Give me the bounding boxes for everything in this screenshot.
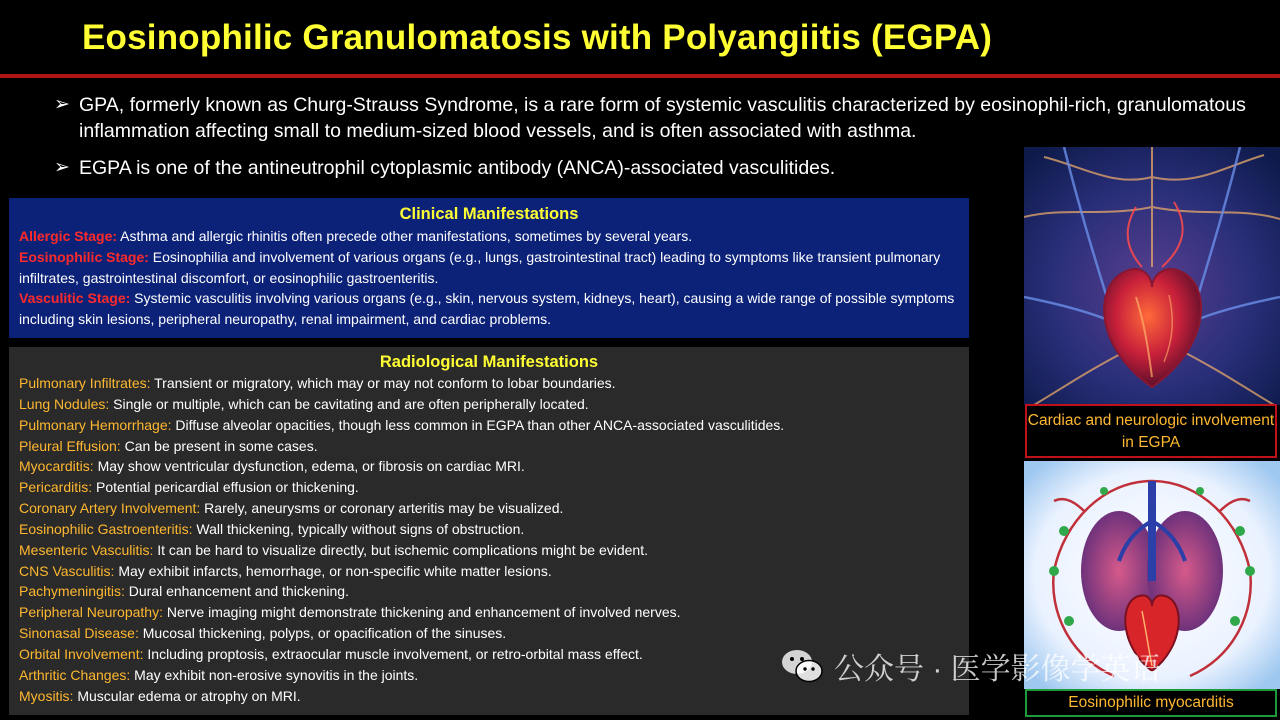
arrow-bullet-icon: ➢ [54,157,70,178]
term: Coronary Artery Involvement: [19,500,201,517]
description: Muscular edema or atrophy on MRI. [73,687,301,704]
list-item [19,623,959,644]
description: Wall thickening, typically without signs of obstruction. [192,520,525,537]
term: Pericarditis: [19,479,93,496]
description: Rarely, aneurysms or coronary arteritis may be visualized. [200,500,564,517]
stage-text: Asthma and allergic rhinitis often precede other manifestations, sometimes by several years. [117,228,693,244]
list-item [19,498,959,519]
list-item [19,519,959,540]
list-item [19,394,959,415]
description: May show ventricular dysfunction, edema, or fibrosis on cardiac MRI. [93,458,525,475]
wechat-icon [780,647,824,685]
list-item [19,540,959,561]
term: Arthritic Changes: [19,666,131,683]
list-item [19,415,959,436]
description: Can be present in some cases. [120,437,318,454]
term: CNS Vasculitis: [19,562,115,579]
clinical-manifestations-box [9,198,969,338]
list-item [19,373,959,394]
title-divider [0,74,1280,78]
term: Pulmonary Infiltrates: [19,375,151,391]
list-item [19,477,959,498]
list-item [19,456,959,477]
list-item [19,602,959,623]
list-item [19,561,959,582]
arrow-bullet-icon: ➢ [54,94,70,115]
description: Potential pericardial effusion or thickening. [92,479,359,496]
description: Transient or migratory, which may or may not conform to lobar boundaries. [150,375,616,391]
description: May exhibit infarcts, hemorrhage, or non-specific white matter lesions. [114,562,552,579]
heart-illustration [1024,147,1280,405]
caption-cardiac-neurologic: Cardiac and neurologic involvement in EGPA [1025,404,1277,458]
term: Peripheral Neuropathy: [19,604,163,621]
description: Including proptosis, extraocular muscle involvement, or retro-orbital mass effect. [143,645,643,662]
stage-name: Vasculitic Stage: [19,290,131,307]
description: Dural enhancement and thickening. [124,583,349,600]
bullet-text: EGPA is one of the antineutrophil cytoplasmic antibody (ANCA)-associated vasculitides. [79,157,836,179]
list-item [19,436,959,457]
stage-text: Eosinophilia and involvement of various organs (e.g., lungs, gastrointestinal tract) leading to symptoms like transient pulmonary infiltrates, gastrointestinal discomfort, or eosinophilic gastroenteritis. [19,248,941,286]
description: Single or multiple, which can be cavitating and are often peripherally located. [109,395,589,412]
term: Pachymeningitis: [19,583,125,600]
term: Lung Nodules: [19,395,110,412]
radiological-heading: Radiological Manifestations [379,353,599,371]
term: Sinonasal Disease: [19,625,139,642]
description: Nerve imaging might demonstrate thickening and enhancement of involved nerves. [162,604,681,621]
heart-illustration-svg [1024,147,1280,405]
term: Mesenteric Vasculitis: [19,541,154,558]
watermark [780,646,1161,686]
term: Myositis: [19,687,74,704]
stage-item [19,226,959,247]
description: May exhibit non-erosive synovitis in the joints. [130,666,419,683]
stage-name: Eosinophilic Stage: [19,248,149,265]
watermark-text: 公众号 · 医学影像学英语 [834,653,1161,686]
term: Pulmonary Hemorrhage: [19,416,172,433]
stage-item [19,247,959,289]
stage-text: Systemic vasculitis involving various organs (e.g., skin, nervous system, kidneys, heart), causing a wide range of possible symptoms including skin lesions, peripheral neuropathy, renal impairment, and cardiac problems. [19,290,955,328]
stage-item [19,288,959,330]
stage-name: Allergic Stage: [19,228,118,244]
term: Myocarditis: [19,458,94,475]
clinical-heading: Clinical Manifestations [399,205,579,223]
term: Orbital Involvement: [19,645,144,662]
term: Eosinophilic Gastroenteritis: [19,520,193,537]
term: Pleural Effusion: [19,437,121,454]
bullet-text: GPA, formerly known as Churg-Strauss Syndrome, is a rare form of systemic vasculitis characterized by eosinophil-rich, granulomatous inflammation affecting small to medium-sized blood vessels, and is often associated with asthma. [79,94,1246,142]
slide-title: Eosinophilic Granulomatosis with Polyangiitis (EGPA) [82,18,993,57]
description: Diffuse alveolar opacities, though less common in EGPA than other ANCA-associated vasculitides. [171,416,785,433]
description: Mucosal thickening, polyps, or opacification of the sinuses. [138,625,507,642]
description: It can be hard to visualize directly, but ischemic complications might be evident. [153,541,648,558]
list-item [19,686,959,707]
list-item [19,581,959,602]
caption-myocarditis: Eosinophilic myocarditis [1025,689,1277,717]
bullet-item [54,92,1254,144]
